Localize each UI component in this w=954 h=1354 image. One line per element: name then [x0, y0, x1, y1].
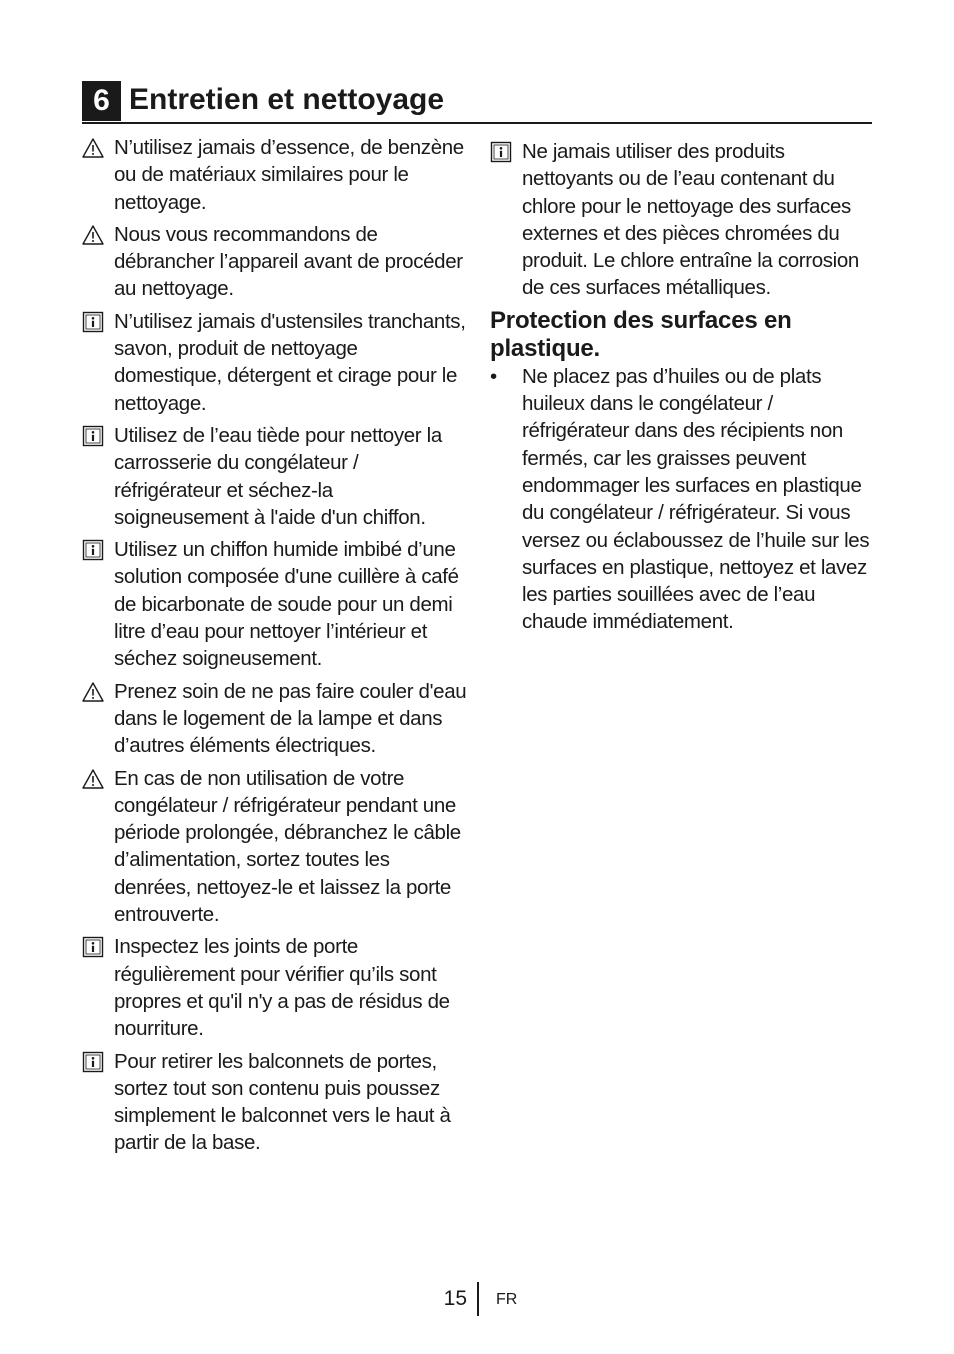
item-text: N’utilisez jamais d'ustensiles tranchants, savon, produit de nettoyage domestique, détergent et cirage pour le nettoyage.	[114, 309, 466, 415]
chapter-number: 6	[82, 81, 121, 121]
item-text: Inspectez les joints de porte régulièrement pour vérifier qu’ils sont propres et qu'il n'y a pas de résidus de nourriture.	[114, 935, 450, 1041]
item-text: En cas de non utilisation de votre congélateur / réfrigérateur pendant une période prolongée, débranchez le câble d’alimentation, sortez toutes les denrées, nettoyez-le et laissez la porte entrouverte.	[114, 766, 461, 927]
item-text: Ne placez pas d’huiles ou de plats huileux dans le congélateur / réfrigérateur dans des récipients non fermés, car les graisses peuvent endommager les surfaces en plastique du congélateur / réfrigérateur. Si vous versez ou éclaboussez de l’huile sur les surfaces en plastique, nettoyez et lavez les parties souillées avec de l’eau chaude immédiatement.	[522, 364, 870, 634]
warning-icon	[82, 681, 104, 703]
bullet-symbol: •	[490, 364, 497, 388]
item-text: Utilisez un chiffon humide imbibé d’une solution composée d'une cuillère à café de bicarbonate de soude pour un demi litre d’eau pour nettoyer l’intérieur et séchez soigneusement.	[114, 538, 459, 671]
list-item	[490, 363, 870, 636]
item-text: Ne jamais utiliser des produits nettoyants ou de l’eau contenant du chlore pour le nettoyage des surfaces externes et des pièces chromées du produit. Le chlore entraîne la corrosion de ces surfaces métalliques.	[522, 140, 859, 300]
language-code: FR	[496, 1291, 518, 1308]
warning-icon	[82, 224, 104, 246]
page-footer	[0, 1282, 954, 1316]
list-item	[82, 1048, 467, 1157]
list-item	[82, 221, 467, 303]
item-text: N’utilisez jamais d’essence, de benzène ou de matériaux similaires pour le nettoyage.	[114, 136, 464, 214]
list-item	[82, 134, 467, 216]
chapter-title: Entretien et nettoyage	[129, 83, 445, 116]
info-icon	[82, 539, 104, 561]
right-column	[490, 138, 870, 636]
list-item	[82, 308, 467, 417]
chlorine-note	[490, 138, 870, 302]
info-icon	[82, 936, 104, 958]
warning-icon	[82, 768, 104, 790]
item-text: Nous vous recommandons de débrancher l’appareil avant de procéder au nettoyage.	[114, 222, 463, 301]
list-item	[82, 933, 467, 1042]
list-item	[82, 536, 467, 672]
list-item	[82, 422, 467, 531]
info-icon	[82, 425, 104, 447]
page-number: 15	[443, 1287, 467, 1310]
left-column	[82, 134, 467, 1162]
list-item	[82, 678, 467, 760]
item-text: Prenez soin de ne pas faire couler d'eau dans le logement de la lampe et dans d’autres éléments électriques.	[114, 679, 467, 758]
info-icon	[490, 141, 512, 163]
item-text: Pour retirer les balconnets de portes, sortez tout son contenu puis poussez simplement le balconnet vers le haut à partir de la base.	[114, 1049, 451, 1155]
footer-divider	[477, 1282, 479, 1316]
warning-icon	[82, 137, 104, 159]
section-subheading: Protection des surfaces en plastique.	[490, 306, 792, 362]
chapter-header	[82, 80, 872, 124]
item-text: Utilisez de l’eau tiède pour nettoyer la carrosserie du congélateur / réfrigérateur et séchez-la soigneusement à l'aide d'un chiffon.	[114, 423, 442, 529]
info-icon	[82, 1051, 104, 1073]
list-item	[82, 765, 467, 929]
info-icon	[82, 311, 104, 333]
